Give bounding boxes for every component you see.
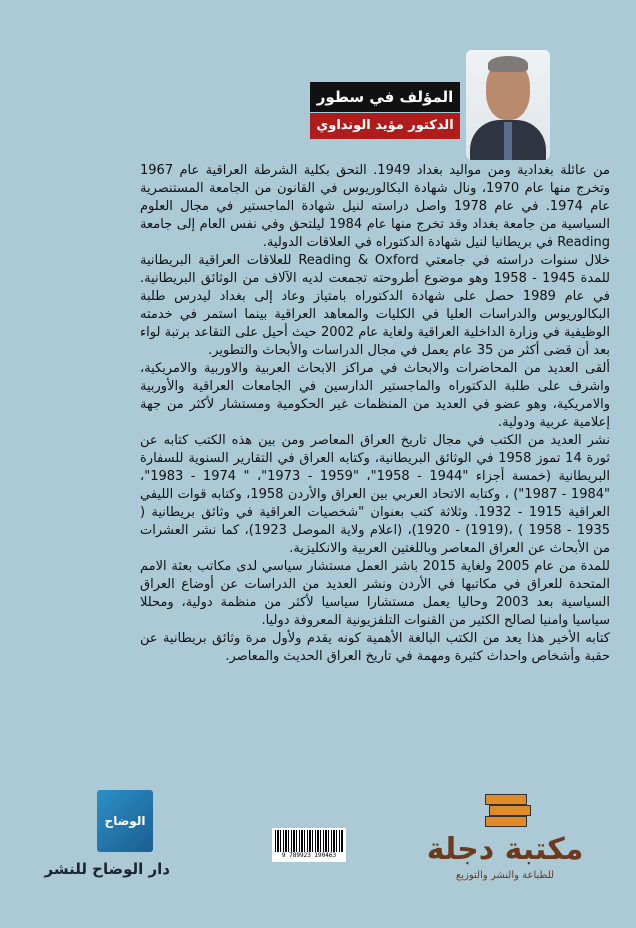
bio-paragraph: كتابه الأخير هذا يعد من الكتب البالغة الأهمية كونه يقدم ولأول مرة وثائق بريطانية عن حقبة وأشخاص واحداث كثيرة ومهمة في تاريخ العراق الحديث والمعاصر. (140, 631, 610, 664)
author-name: الدكتور مؤيد الونداوي (310, 113, 460, 139)
dijla-tagline: للطباعة والنشر والتوزيع (455, 870, 555, 881)
bio-paragraph: من عائلة بغدادية ومن مواليد بغداد 1949. التحق بكلية الشرطة العراقية عام 1967 وتخرج منها عام 1970، ونال شهادة البكالوريوس في القانون من الجامعة المستنصرية عام 1974. في عام 1978 واصل دراسته لنيل شهادة الماجستير في مجال العلوم السياسية من جامعة بغداد وقد تخرج منها عام 1984 ليلتحق وفي نفس العام إلى جامعة Reading في بريطانيا لنيل شهادة الدكتوراه في العلاقات الدولية. (140, 163, 610, 250)
bio-paragraph: ألقى العديد من المحاضرات والابحاث في مراكز الابحاث العربية والاوربية والامريكية، واشرف على طلبة الدكتوراه والماجستير الدارسين في الجامعات العراقية والأوربية والامريكية، وهو عضو في العديد من المنظمات غير الحكومية ومستشار لأكثر من جهة إعلامية عربية ودولية. (140, 361, 610, 430)
books-stack-icon (481, 790, 529, 830)
section-title: المؤلف في سطور (310, 82, 460, 112)
bio-paragraph: للمدة من عام 2005 ولغاية 2015 باشر العمل مستشار سياسي لدى مكاتب بعثة الامم المتحدة للعراق في مكاتبها في الأردن ونشر العديد من الدراسات عن أوضاع العراق السياسية بعد 2003 وحاليا يعمل مستشارا سياسيا لأكثر من منظمة دولية، ومحللا سياسيا وامنيا لصالح الكثير من القنوات التلفزيونية المعروفة دوليا. (140, 559, 610, 628)
author-bio (140, 162, 610, 666)
wadah-book-icon: الوضاح (97, 790, 153, 852)
isbn-barcode (272, 828, 346, 862)
wadah-publisher-logo (44, 790, 170, 905)
bio-paragraph: نشر العديد من الكتب في مجال تاريخ العراق المعاصر ومن بين هذه الكتب كتابه عن ثورة 14 تموز 1958 في الوثائق البريطانية، وكتابه العراق في التقارير السنوية للسفارة البريطانية (خمسة أجزاء "1944 - 1958"، "1959 - 1973"، " 1974 - 1983"، "1984 - 1987") ، وكتابه الاتحاد العربي بين العراق والأردن 1958، وكتابه قوات الليفي العراقية 1915 - 1932. وثلاثة كتب بعنوان "شخصيات العراقية في وثائق بريطانية ( 1935 - 1958 ) ،(1919) - 1920)، (اعلام ولاية الموصل 1923)، كما نشر العشرات من الأبحاث عن العراق المعاصر وباللغتين العربية والانكليزية. (140, 433, 610, 556)
dijla-publisher-logo (410, 790, 600, 910)
dijla-publisher-name: مكتبة دجلة (426, 832, 584, 867)
barcode-number: 9 789923 190463 (281, 852, 337, 859)
author-photo (466, 50, 550, 160)
bio-paragraph: خلال سنوات دراسته في جامعتي Reading & Oxford للعلاقات العراقية البريطانية للمدة 1945 - 1958 وهو موضوع أطروحته تجمعت لديه الآلاف من الوثائق البريطانية. في عام 1989 حصل على شهادة الدكتوراه بامتياز وعاد إلى بغداد ليدرس طلبة البكالوريوس والدراسات العليا في الكليات والمعاهد العراقية بينما استمر في خدمته الوظيفية في وزارة الداخلية العراقية ولغاية عام 2002 حيث أحيل على التقاعد برتبة لواء بعد أن قضى أكثر من 35 عام يعمل في مجال الدراسات والأبحاث والتطوير. (140, 253, 611, 358)
wadah-publisher-name: دار الوضاح للنشر (44, 860, 170, 878)
barcode-bars (275, 830, 343, 852)
